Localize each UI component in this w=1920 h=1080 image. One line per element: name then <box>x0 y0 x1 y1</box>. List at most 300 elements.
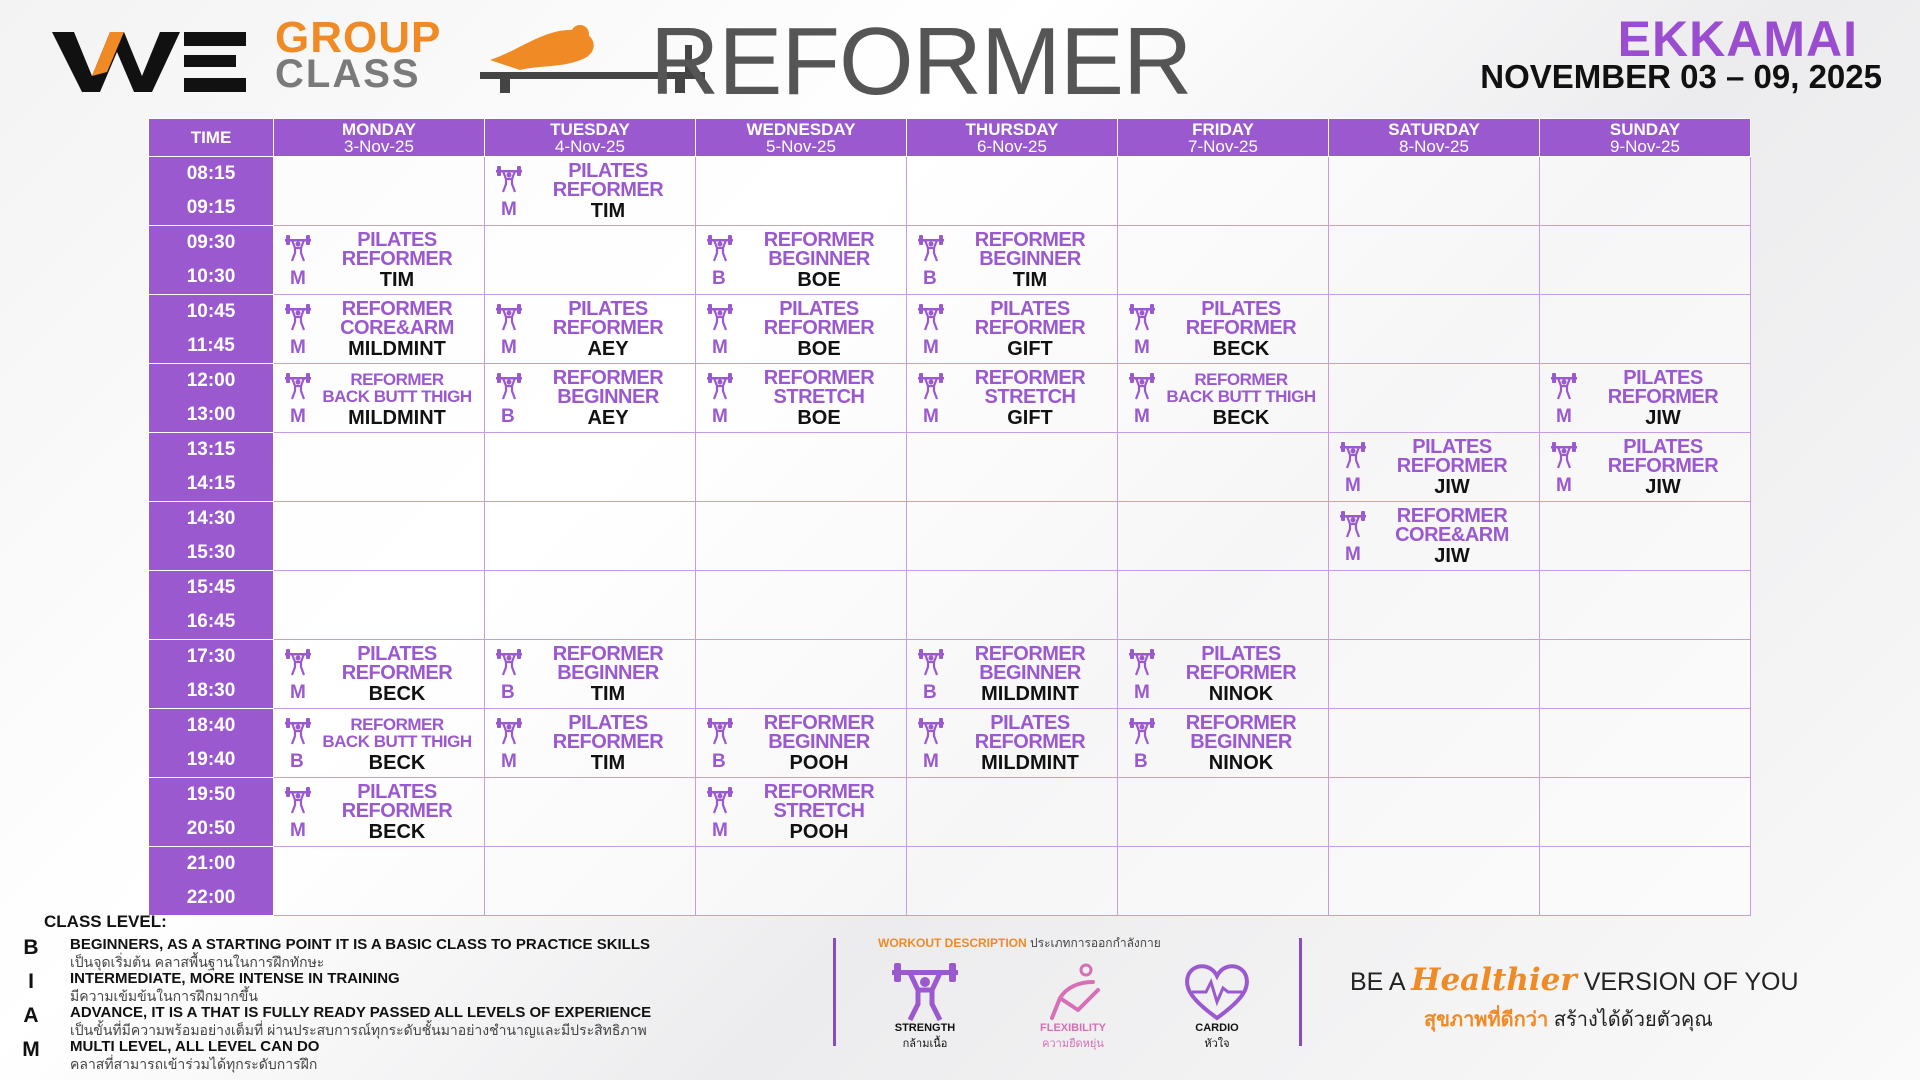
slogan <box>1350 962 1799 998</box>
class-name <box>525 714 691 752</box>
slogan-pre: BE A <box>1350 968 1405 996</box>
class-level: M <box>290 268 306 289</box>
time-slot <box>149 640 274 709</box>
workout-item-cardio <box>1162 960 1272 1052</box>
class-name-line2: BEGINNER <box>557 386 659 408</box>
time-slot <box>149 847 274 916</box>
class-level: M <box>290 406 306 427</box>
class-entry <box>907 364 1117 432</box>
instructor-name: TIM <box>379 269 415 291</box>
strength-icon <box>495 303 523 331</box>
level-letter: B <box>23 936 39 959</box>
class-name-line2: REFORMER <box>1185 317 1297 339</box>
class-name-line2: BEGINNER <box>768 731 870 753</box>
empty-cell <box>907 571 1118 640</box>
class-name-line1: PILATES <box>1201 643 1281 665</box>
class-entry <box>1118 295 1328 363</box>
empty-cell <box>274 433 485 502</box>
class-cell <box>274 778 485 847</box>
start-time: 09:30 <box>186 232 236 253</box>
class-cell <box>1329 433 1540 502</box>
day-date: 7-Nov-25 <box>1188 136 1258 156</box>
empty-cell <box>1329 226 1540 295</box>
class-entry <box>907 226 1117 294</box>
class-name-line1: PILATES <box>1623 367 1703 389</box>
empty-cell <box>1118 226 1329 295</box>
workout-title <box>878 934 1161 953</box>
empty-cell <box>1540 157 1751 226</box>
empty-cell <box>1118 847 1329 916</box>
class-cell <box>907 709 1118 778</box>
class-entry <box>274 295 484 363</box>
level-description-th: เป็นจุดเริ่มต้น คลาสพื้นฐานในการฝึกทักษะ <box>70 954 325 970</box>
class-cell <box>696 778 907 847</box>
level-description: INTERMEDIATE, MORE INTENSE IN TRAINING <box>70 970 400 987</box>
empty-cell <box>1118 157 1329 226</box>
start-time: 19:50 <box>186 784 236 805</box>
class-name-line2: REFORMER <box>974 317 1086 339</box>
class-cell <box>274 295 485 364</box>
class-name-line2: BEGINNER <box>768 248 870 270</box>
empty-cell <box>696 847 907 916</box>
empty-cell <box>485 571 696 640</box>
time-slot <box>149 157 274 226</box>
level-letter: A <box>23 1004 39 1027</box>
class-name-line1: REFORMER <box>1194 370 1288 389</box>
class-cell <box>485 157 696 226</box>
level-letter: I <box>28 970 34 993</box>
day-header <box>274 119 485 157</box>
instructor-name: MILDMINT <box>348 407 446 429</box>
start-time: 21:00 <box>186 853 236 874</box>
day-name: MONDAY <box>342 119 416 139</box>
class-name-line2: REFORMER <box>763 317 875 339</box>
strength-icon <box>495 372 523 400</box>
empty-cell <box>1540 847 1751 916</box>
workout-title-th: ประเภทการออกกำลังกาย <box>1030 936 1161 950</box>
legend-title: CLASS LEVEL: <box>44 912 167 931</box>
class-cell <box>274 364 485 433</box>
class-name-line2: STRETCH <box>773 800 865 822</box>
class-name <box>1369 438 1535 476</box>
time-slot <box>149 295 274 364</box>
empty-cell <box>907 157 1118 226</box>
day-name: SUNDAY <box>1609 119 1681 139</box>
class-level: M <box>923 751 939 772</box>
class-name <box>314 300 480 338</box>
schedule-table <box>148 118 1751 916</box>
workout-item-label-th: กล้ามเนื้อ <box>902 1038 948 1050</box>
class-name <box>525 300 691 338</box>
empty-cell <box>274 157 485 226</box>
divider <box>1299 938 1302 1046</box>
class-level: M <box>1134 406 1150 427</box>
class-level: M <box>712 820 728 841</box>
empty-cell <box>1329 364 1540 433</box>
day-header <box>907 119 1118 157</box>
class-name <box>314 716 480 750</box>
class-cell <box>1329 502 1540 571</box>
class-level: M <box>501 751 517 772</box>
class-entry <box>1118 709 1328 777</box>
class-cell <box>907 226 1118 295</box>
empty-cell <box>274 847 485 916</box>
day-header <box>1329 119 1540 157</box>
class-name-line1: PILATES <box>990 712 1070 734</box>
instructor-name: BECK <box>368 752 426 774</box>
class-name-line1: REFORMER <box>1185 712 1297 734</box>
day-name: TUESDAY <box>550 119 630 139</box>
table-row <box>149 502 1751 571</box>
class-name-line2: REFORMER <box>341 662 453 684</box>
class-level: M <box>923 337 939 358</box>
class-cell <box>485 364 696 433</box>
class-name <box>736 369 902 407</box>
empty-cell <box>1540 226 1751 295</box>
class-level: B <box>501 682 515 703</box>
workout-description <box>870 930 1290 1050</box>
level-description: BEGINNERS, AS A STARTING POINT IT IS A BASIC CLASS TO PRACTICE SKILLS <box>70 936 651 953</box>
empty-cell <box>907 433 1118 502</box>
strength-icon <box>706 786 734 814</box>
empty-cell <box>485 226 696 295</box>
day-date: 9-Nov-25 <box>1610 136 1680 156</box>
end-time: 11:45 <box>187 335 235 356</box>
class-name-line1: REFORMER <box>552 643 664 665</box>
empty-cell <box>1329 640 1540 709</box>
empty-cell <box>696 502 907 571</box>
class-name <box>947 231 1113 269</box>
group-class-title <box>275 13 442 96</box>
class-name <box>314 371 480 405</box>
strength-icon <box>495 165 523 193</box>
class-cell <box>485 295 696 364</box>
end-time: 20:50 <box>186 818 236 839</box>
empty-cell <box>1540 778 1751 847</box>
end-time: 09:15 <box>186 197 236 218</box>
slogan-th-rest: สร้างได้ด้วยตัวคุณ <box>1553 1009 1713 1031</box>
class-name-line2: BACK BUTT THIGH <box>1166 387 1316 406</box>
level-letter: M <box>22 1038 40 1061</box>
class-entry <box>485 640 695 708</box>
table-row <box>149 640 1751 709</box>
empty-cell <box>1329 778 1540 847</box>
class-name-line1: REFORMER <box>763 781 875 803</box>
instructor-name: POOH <box>789 821 849 843</box>
start-time: 14:30 <box>186 508 236 529</box>
instructor-name: TIM <box>590 683 626 705</box>
class-name-line2: BACK BUTT THIGH <box>322 732 472 751</box>
day-date: 5-Nov-25 <box>766 136 836 156</box>
day-name: SATURDAY <box>1388 119 1480 139</box>
class-entry <box>274 364 484 432</box>
workout-title-en: WORKOUT DESCRIPTION <box>878 936 1027 950</box>
strength-icon <box>917 372 945 400</box>
empty-cell <box>1329 571 1540 640</box>
empty-cell <box>274 571 485 640</box>
class-entry <box>696 709 906 777</box>
class-name <box>736 714 902 752</box>
class-entry <box>485 157 695 225</box>
class-level: B <box>923 682 937 703</box>
empty-cell <box>1329 157 1540 226</box>
empty-cell <box>1329 295 1540 364</box>
table-row <box>149 778 1751 847</box>
day-name: THURSDAY <box>965 119 1059 139</box>
class-cell <box>907 640 1118 709</box>
slogan-thai <box>1424 1003 1713 1035</box>
empty-cell <box>1540 502 1751 571</box>
workout-item-label: STRENGTH <box>894 1022 956 1034</box>
class-cell <box>907 295 1118 364</box>
location-title: EKKAMAI <box>1617 11 1858 67</box>
strength-icon <box>284 234 312 262</box>
instructor-name: AEY <box>587 407 629 429</box>
empty-cell <box>1118 571 1329 640</box>
class-level: M <box>1345 475 1361 496</box>
start-time: 18:40 <box>186 715 236 736</box>
class-level: M <box>1134 682 1150 703</box>
strength-icon <box>1550 441 1578 469</box>
end-time: 15:30 <box>186 542 236 563</box>
class-name-line2: REFORMER <box>1185 662 1297 684</box>
workout-item-label: CARDIO <box>1195 1022 1239 1034</box>
cardio-icon <box>1182 960 1252 1022</box>
instructor-name: BECK <box>368 821 426 843</box>
class-name-line1: REFORMER <box>552 367 664 389</box>
class-cell <box>485 709 696 778</box>
slogan-highlight: Healthier <box>1411 962 1577 998</box>
class-entry <box>485 295 695 363</box>
workout-item-label-th: ความยืดหยุ่น <box>1042 1038 1104 1050</box>
class-cell <box>1118 640 1329 709</box>
class-name <box>947 714 1113 752</box>
class-name-line1: PILATES <box>1412 436 1492 458</box>
class-level: B <box>501 406 515 427</box>
strength-icon <box>284 372 312 400</box>
class-level: M <box>290 820 306 841</box>
strength-icon <box>284 303 312 331</box>
class-level: B <box>712 268 726 289</box>
class-name-line1: REFORMER <box>763 229 875 251</box>
class-level: M <box>712 337 728 358</box>
workout-item-label: FLEXIBILITY <box>1040 1022 1106 1034</box>
time-slot <box>149 778 274 847</box>
day-date: 8-Nov-25 <box>1399 136 1469 156</box>
class-name-line1: PILATES <box>568 160 648 182</box>
class-name <box>1158 645 1324 683</box>
class-name-line1: PILATES <box>779 298 859 320</box>
class-level: M <box>1345 544 1361 565</box>
class-entry <box>274 226 484 294</box>
class-name-line2: REFORMER <box>552 731 664 753</box>
empty-cell <box>1118 433 1329 502</box>
class-label: CLASS <box>275 52 421 96</box>
instructor-name: BOE <box>797 269 841 291</box>
class-level: M <box>712 406 728 427</box>
class-cell <box>274 640 485 709</box>
class-level: B <box>1134 751 1148 772</box>
class-entry <box>274 640 484 708</box>
day-header <box>1118 119 1329 157</box>
class-name-line1: REFORMER <box>350 370 444 389</box>
class-level: M <box>1134 337 1150 358</box>
strength-icon <box>917 303 945 331</box>
end-time: 18:30 <box>186 680 236 701</box>
class-name-line2: REFORMER <box>1607 455 1719 477</box>
group-label: GROUP <box>275 13 442 62</box>
class-name-line2: CORE&ARM <box>1395 524 1509 546</box>
class-name-line2: REFORMER <box>341 800 453 822</box>
class-level: M <box>923 406 939 427</box>
class-entry <box>274 709 484 777</box>
day-date: 4-Nov-25 <box>555 136 625 156</box>
class-entry <box>907 709 1117 777</box>
empty-cell <box>1540 295 1751 364</box>
strength-icon <box>890 960 960 1022</box>
strength-icon <box>1550 372 1578 400</box>
class-name <box>314 783 480 821</box>
empty-cell <box>696 433 907 502</box>
instructor-name: BECK <box>368 683 426 705</box>
time-slot <box>149 364 274 433</box>
class-cell <box>274 226 485 295</box>
class-name-line2: BEGINNER <box>979 662 1081 684</box>
time-slot <box>149 433 274 502</box>
instructor-name: BECK <box>1212 407 1270 429</box>
class-name <box>736 783 902 821</box>
class-entry <box>1329 433 1539 501</box>
class-name-line1: PILATES <box>357 643 437 665</box>
class-cell <box>1118 709 1329 778</box>
slogan-th-highlight: สุขภาพที่ดีกว่า <box>1424 1009 1549 1031</box>
class-name <box>314 645 480 683</box>
class-name <box>736 300 902 338</box>
empty-cell <box>907 847 1118 916</box>
end-time: 10:30 <box>186 266 236 287</box>
instructor-name: AEY <box>587 338 629 360</box>
time-slot <box>149 709 274 778</box>
class-level: M <box>501 199 517 220</box>
day-header <box>696 119 907 157</box>
class-cell <box>1118 364 1329 433</box>
class-entry <box>1540 433 1750 501</box>
class-name-line2: REFORMER <box>552 317 664 339</box>
class-cell <box>696 295 907 364</box>
level-description: ADVANCE, IT IS A THAT IS FULLY READY PASSED ALL LEVELS OF EXPERIENCE <box>70 1004 652 1021</box>
start-time: 12:00 <box>186 370 236 391</box>
empty-cell <box>1329 847 1540 916</box>
class-name-line1: PILATES <box>568 298 648 320</box>
table-row <box>149 709 1751 778</box>
strength-icon <box>495 717 523 745</box>
instructor-name: MILDMINT <box>981 752 1079 774</box>
instructor-name: TIM <box>590 752 626 774</box>
class-entry <box>696 364 906 432</box>
end-time: 22:00 <box>186 887 236 908</box>
class-level: M <box>1556 406 1572 427</box>
class-name-line2: BACK BUTT THIGH <box>322 387 472 406</box>
class-cell <box>696 364 907 433</box>
class-name-line2: REFORMER <box>1396 455 1508 477</box>
class-name-line1: PILATES <box>357 229 437 251</box>
time-slot <box>149 502 274 571</box>
instructor-name: TIM <box>1012 269 1048 291</box>
empty-cell <box>1540 640 1751 709</box>
class-name-line2: STRETCH <box>984 386 1076 408</box>
class-cell <box>696 226 907 295</box>
class-name <box>947 369 1113 407</box>
class-entry <box>696 778 906 846</box>
strength-icon <box>1128 648 1156 676</box>
instructor-name: NINOK <box>1208 752 1274 774</box>
class-cell <box>907 364 1118 433</box>
strength-icon <box>1339 510 1367 538</box>
class-name <box>736 231 902 269</box>
empty-cell <box>696 571 907 640</box>
end-time: 13:00 <box>186 404 236 425</box>
class-entry <box>696 295 906 363</box>
day-name: WEDNESDAY <box>746 119 856 139</box>
class-entry <box>274 778 484 846</box>
strength-icon <box>284 717 312 745</box>
class-entry <box>1329 502 1539 570</box>
table-row <box>149 433 1751 502</box>
table-row <box>149 364 1751 433</box>
day-header <box>1540 119 1751 157</box>
reformer-title: REFORMER <box>650 8 1192 115</box>
strength-icon <box>917 648 945 676</box>
class-name <box>1158 300 1324 338</box>
strength-icon <box>917 234 945 262</box>
class-level: M <box>1556 475 1572 496</box>
table-row <box>149 571 1751 640</box>
day-header <box>485 119 696 157</box>
class-cell <box>1540 364 1751 433</box>
strength-icon <box>284 648 312 676</box>
instructor-name: MILDMINT <box>981 683 1079 705</box>
strength-icon <box>1339 441 1367 469</box>
class-name <box>1580 438 1746 476</box>
empty-cell <box>274 502 485 571</box>
class-entry <box>907 640 1117 708</box>
instructor-name: JIW <box>1645 407 1681 429</box>
class-cell <box>485 640 696 709</box>
class-name-line1: PILATES <box>990 298 1070 320</box>
class-name-line1: PILATES <box>568 712 648 734</box>
class-name <box>1158 371 1324 405</box>
empty-cell <box>1540 571 1751 640</box>
instructor-name: NINOK <box>1208 683 1274 705</box>
strength-icon <box>1128 303 1156 331</box>
day-date: 3-Nov-25 <box>344 136 414 156</box>
instructor-name: GIFT <box>1007 407 1053 429</box>
class-name-line1: PILATES <box>1623 436 1703 458</box>
class-level: M <box>290 682 306 703</box>
class-name <box>314 231 480 269</box>
class-name-line1: PILATES <box>357 781 437 803</box>
class-name-line1: REFORMER <box>763 367 875 389</box>
instructor-name: GIFT <box>1007 338 1053 360</box>
empty-cell <box>696 640 907 709</box>
instructor-name: JIW <box>1434 476 1470 498</box>
start-time: 13:15 <box>186 439 236 460</box>
start-time: 10:45 <box>186 301 236 322</box>
day-name: FRIDAY <box>1192 119 1254 139</box>
class-name-line1: REFORMER <box>974 643 1086 665</box>
class-entry <box>696 226 906 294</box>
class-name <box>525 162 691 200</box>
